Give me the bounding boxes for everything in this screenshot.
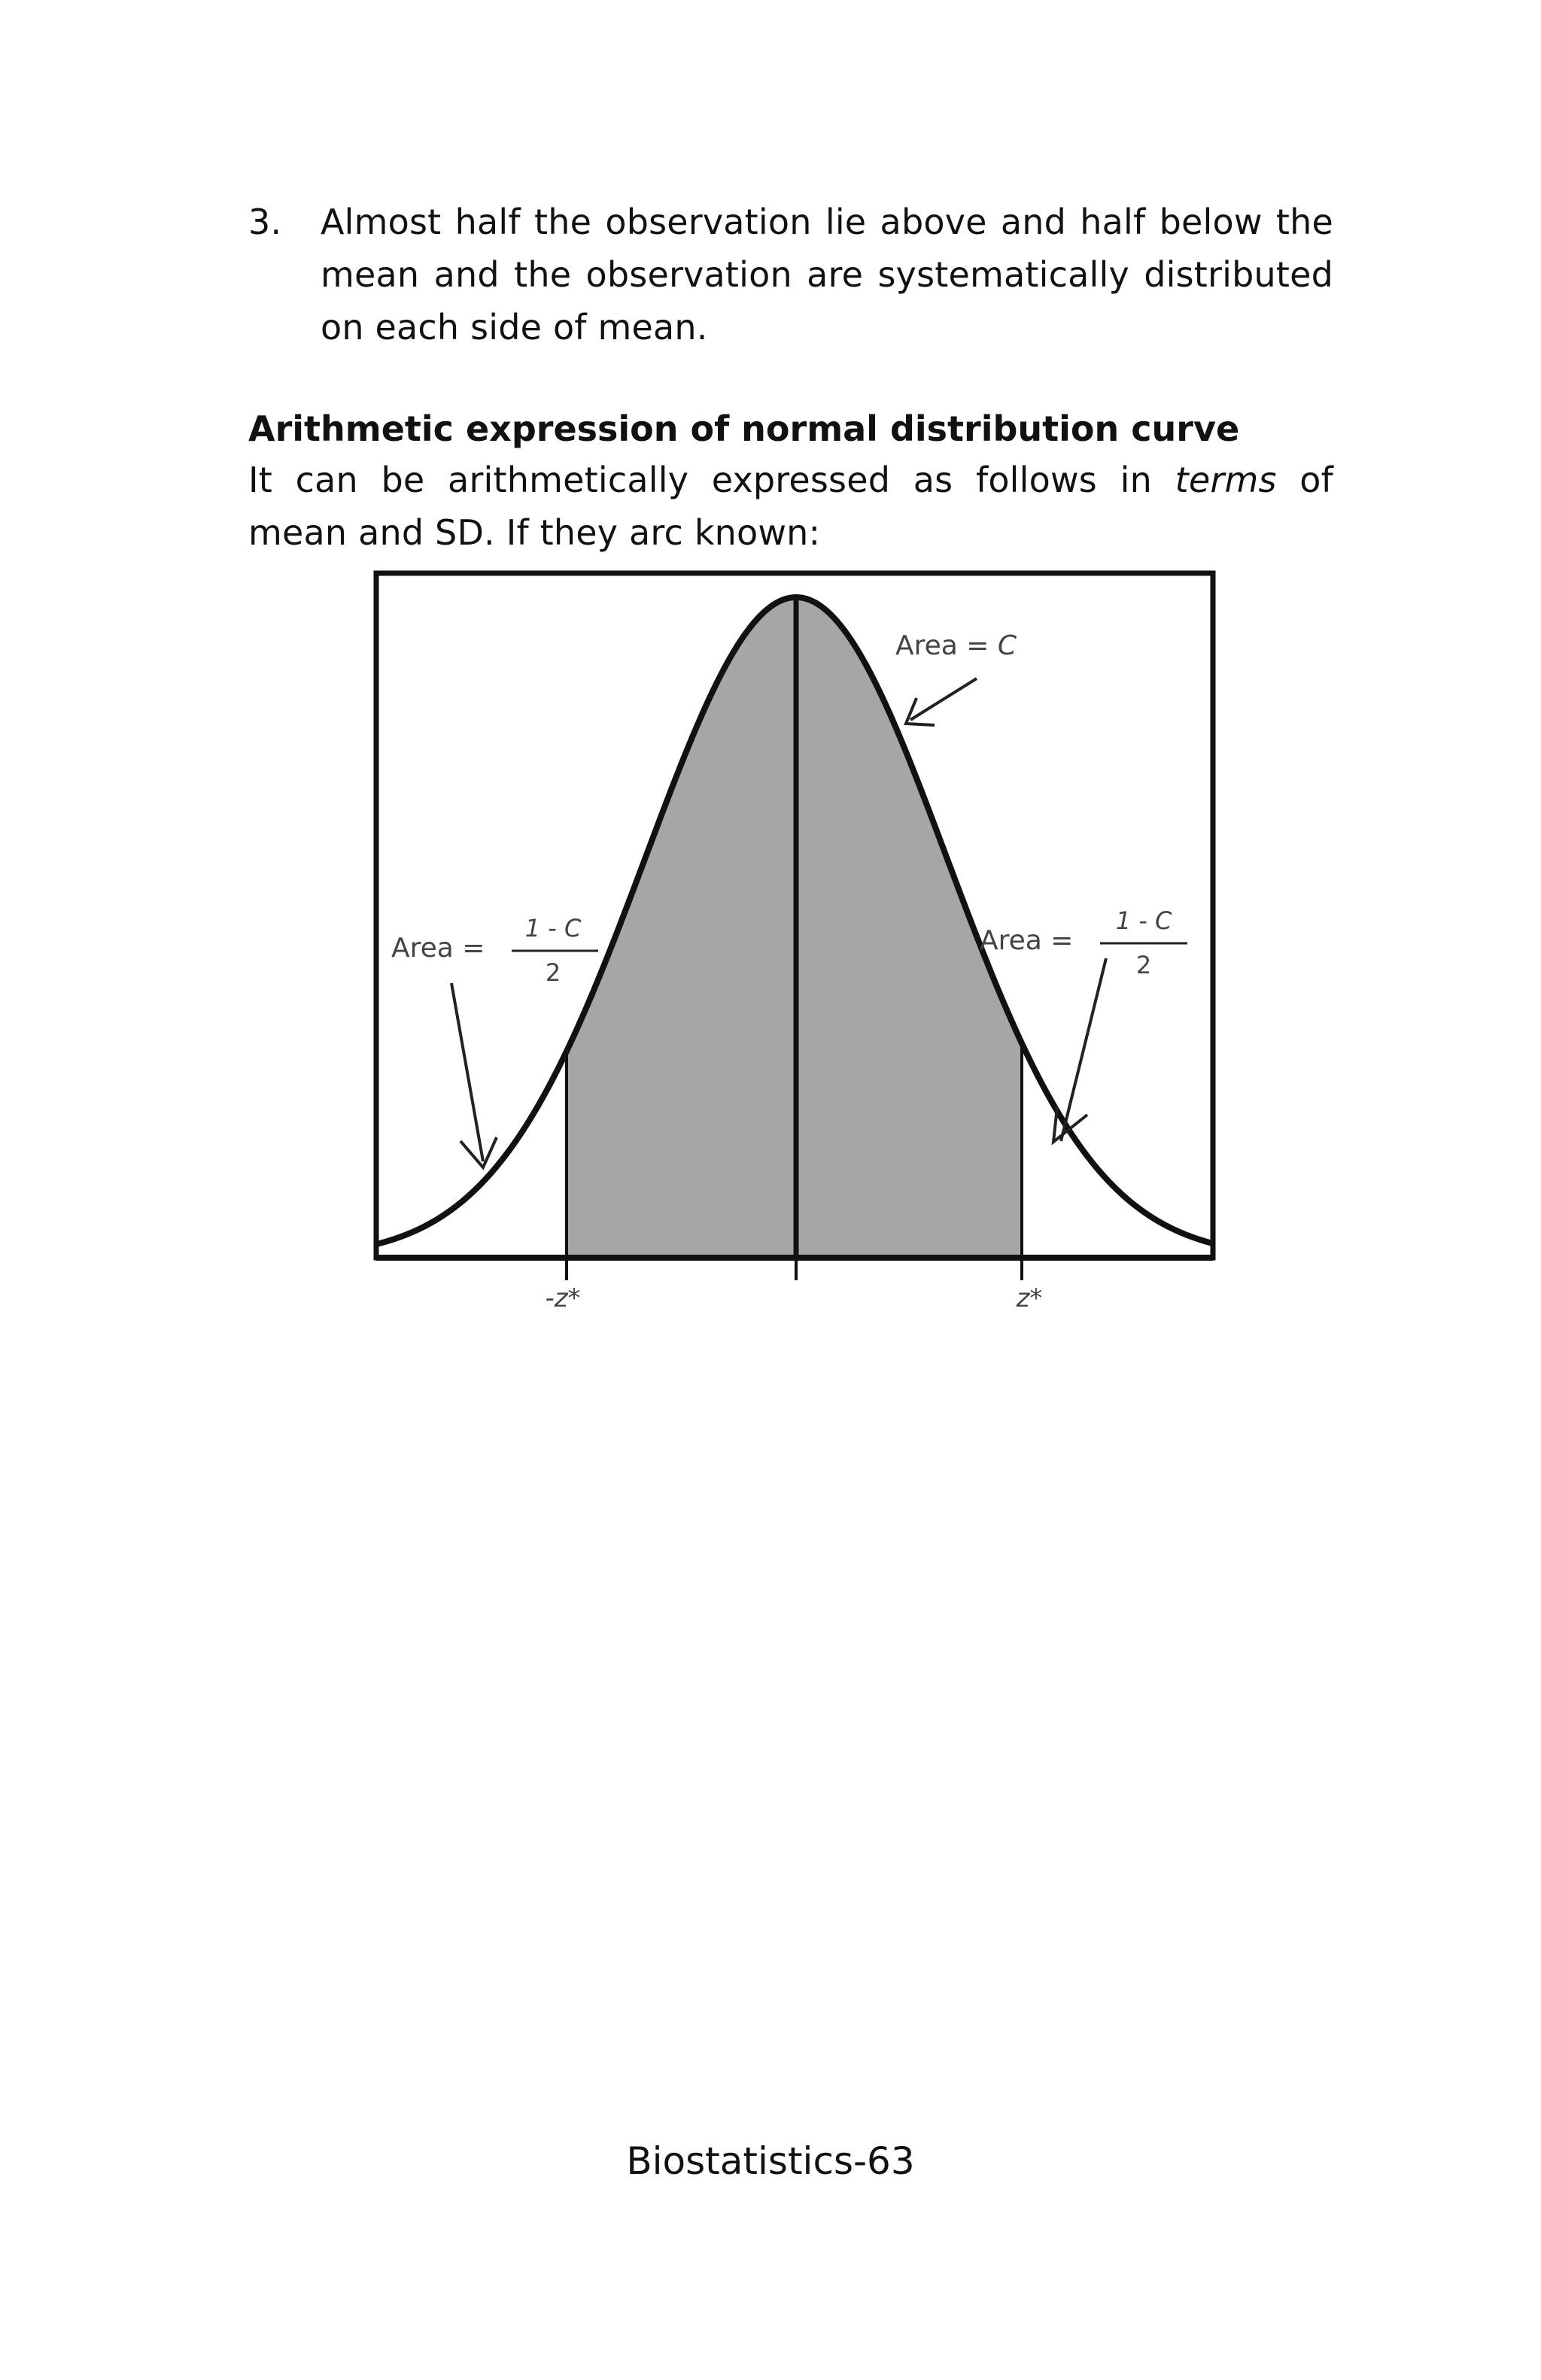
body-paragraph: [248, 454, 1333, 559]
paragraph-italic-term: terms: [1175, 460, 1277, 500]
center-area-label: [895, 630, 1017, 661]
paragraph-text-end: of mean and SD. If they arc known:: [248, 460, 1334, 553]
list-number: 3.: [248, 202, 282, 242]
right-z-label: z*: [1016, 1283, 1043, 1313]
right-tail-denominator: 2: [1135, 951, 1152, 979]
center-arrow-head: [906, 698, 935, 725]
list-item-text: Almost half the observation lie above and half below the mean and the observation are systematically distributed on each side of mean.: [321, 202, 1333, 348]
center-area-var: C: [997, 630, 1017, 661]
left-tail-numerator: 1 - C: [524, 914, 582, 943]
left-tail-denominator: 2: [545, 958, 561, 987]
paragraph-text-start: It can be arithmetically expressed as follows in: [248, 460, 1175, 500]
normal-curve-diagram: [369, 566, 1226, 1325]
left-arrow-shaft: [451, 983, 483, 1161]
section-heading: Arithmetic expression of normal distribution curve: [248, 408, 1240, 449]
center-area-prefix: Area =: [895, 630, 998, 661]
left-tail-label-prefix: Area =: [391, 933, 485, 964]
page-footer: Biostatistics-63: [626, 2139, 915, 2183]
right-arrow-shaft: [1061, 958, 1106, 1141]
center-arrow-shaft: [910, 678, 977, 720]
right-tail-label-prefix: Area =: [980, 925, 1074, 956]
left-z-label: -z*: [545, 1283, 581, 1313]
list-item-3: [248, 196, 1333, 354]
right-tail-numerator: 1 - C: [1115, 906, 1172, 935]
normal-distribution-figure: [369, 566, 1226, 1325]
